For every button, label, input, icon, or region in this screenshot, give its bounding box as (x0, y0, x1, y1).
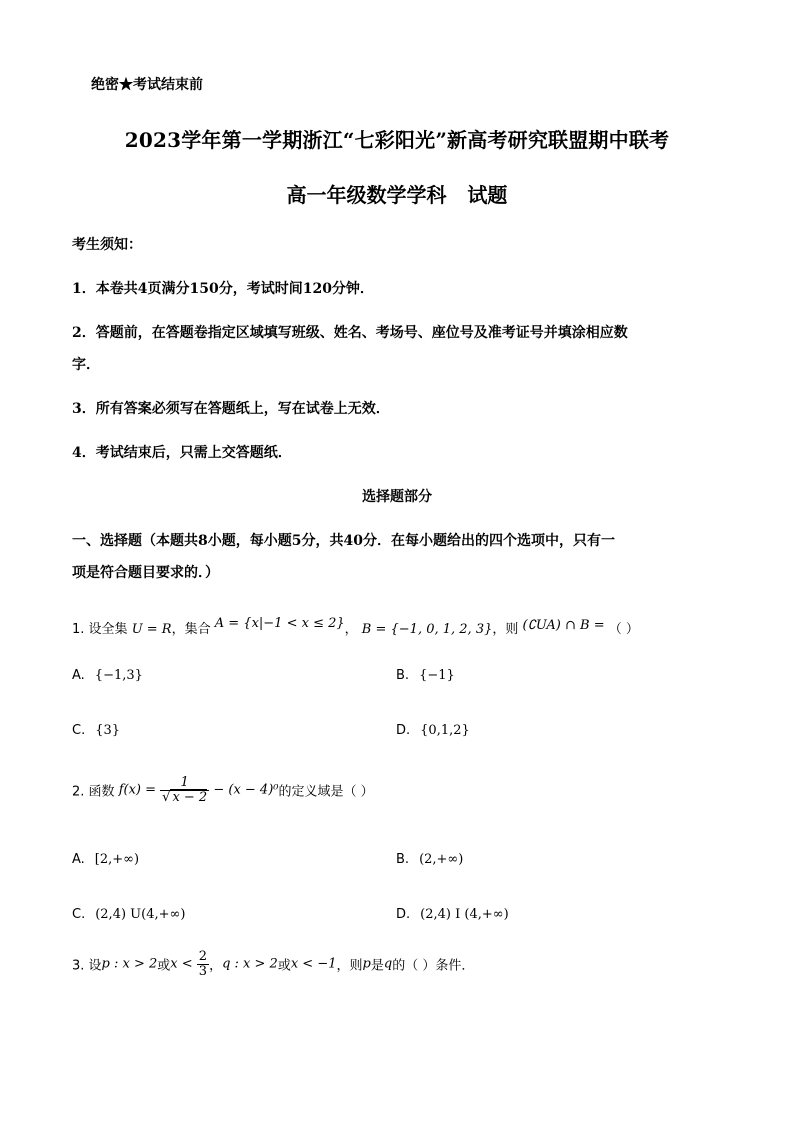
question-1 (72, 618, 639, 637)
q1-set-a: A = {x|−1 < x ≤ 2} (214, 616, 345, 631)
q1-option-d (396, 723, 470, 738)
q3-or2: 或 (277, 958, 291, 974)
confidential-mark: 绝密★考试结束前 (91, 77, 203, 93)
option-value: {−1} (419, 668, 455, 683)
q3-then: ，则 (336, 958, 363, 974)
q3-x-less: x < (170, 956, 193, 972)
q2-option-c (72, 907, 185, 922)
option-label: B. (396, 668, 410, 683)
option-label: D. (396, 907, 411, 922)
option-label: A. (72, 668, 85, 683)
exam-title: 2023学年第一学期浙江“七彩阳光”新高考研究联盟期中联考 (124, 128, 670, 152)
q2-fraction (160, 776, 209, 804)
q3-p: p (362, 956, 371, 972)
notice-item-3: 3．所有答案必须写在答题纸上，写在试卷上无效． (72, 401, 390, 417)
q3-prefix: 3. 设 (72, 958, 102, 974)
q2-rest: − (x − 4)⁰ (213, 782, 279, 798)
q1-blank: （ ） (608, 622, 639, 637)
q1-option-c (72, 723, 120, 738)
q1-sep: ， (344, 622, 358, 637)
option-label: C. (72, 723, 86, 738)
q1-option-a (72, 668, 143, 683)
exam-subtitle: 高一年级数学学科 试题 (286, 183, 508, 207)
q1-then: ，则 (492, 622, 519, 637)
q1-expression: (∁UA) ∩ B = (522, 618, 605, 633)
notice-heading: 考生须知： (72, 237, 142, 253)
q2-option-b (396, 852, 463, 867)
part1-instructions: 一、选择题（本题共8小题，每小题5分，共40分．在每小题给出的四个选项中，只有一 (72, 533, 615, 549)
q2-denominator: √ x − 2 (162, 789, 208, 805)
question-2 (72, 776, 374, 804)
option-label: C. (72, 907, 86, 922)
q3-is: 是 (370, 958, 384, 974)
notice-item-2: 2．答题前，在答题卷指定区域填写班级、姓名、考场号、座位号及准考证号并填涂相应数 (72, 325, 628, 341)
q3-condition-q: q : x > 2 (222, 956, 278, 972)
q2-function: f(x) = (118, 782, 156, 798)
q3-fraction (197, 950, 209, 978)
option-value: (2,+∞) (419, 852, 464, 867)
notice-item-4: 4．考试结束后，只需上交答题纸． (72, 445, 292, 461)
q3-or: 或 (157, 958, 171, 974)
option-value: {−1,3} (94, 668, 143, 683)
q1-set-b: B = {−1, 0, 1, 2, 3} (361, 622, 493, 637)
option-value: [2,+∞) (94, 852, 140, 867)
q3-condition-p: p : x > 2 (101, 956, 158, 972)
section-heading: 选择题部分 (362, 489, 432, 505)
q2-prefix: 2. 函数 (72, 784, 115, 800)
option-value: {0,1,2} (420, 723, 470, 738)
option-label: A. (72, 852, 85, 867)
q2-option-a (72, 852, 139, 867)
q1-prefix: 1. 设全集 (72, 622, 128, 637)
q3-denominator: 3 (198, 963, 208, 979)
option-value: (2,4) U(4,+∞) (95, 907, 186, 922)
part1-instructions-cont: 项是符合题目要求的．） (72, 565, 219, 581)
option-label: D. (396, 723, 411, 738)
q2-radicand: x − 2 (172, 789, 208, 805)
q3-numerator: 2 (198, 949, 208, 964)
q3-q: q (383, 956, 393, 972)
q1-universal-set: U = R (131, 622, 172, 637)
question-3 (72, 950, 474, 978)
notice-item-1: 1．本卷共4页满分150分，考试时间120分钟． (72, 281, 374, 297)
notice-item-2-cont: 字． (72, 357, 100, 373)
q3-comma: ， (209, 958, 223, 974)
option-label: B. (396, 852, 410, 867)
q2-tail: 的定义域是（ ） (278, 784, 374, 800)
option-value: {3} (95, 723, 121, 738)
q2-numerator: 1 (160, 776, 209, 791)
q1-text: ，集合 (171, 622, 211, 637)
q3-x-less-2: x < −1 (290, 956, 337, 972)
option-value: (2,4) I (4,+∞) (420, 907, 509, 922)
q3-tail: 的（ ）条件． (392, 958, 475, 974)
q1-option-b (396, 668, 455, 683)
q2-option-d (396, 907, 509, 922)
